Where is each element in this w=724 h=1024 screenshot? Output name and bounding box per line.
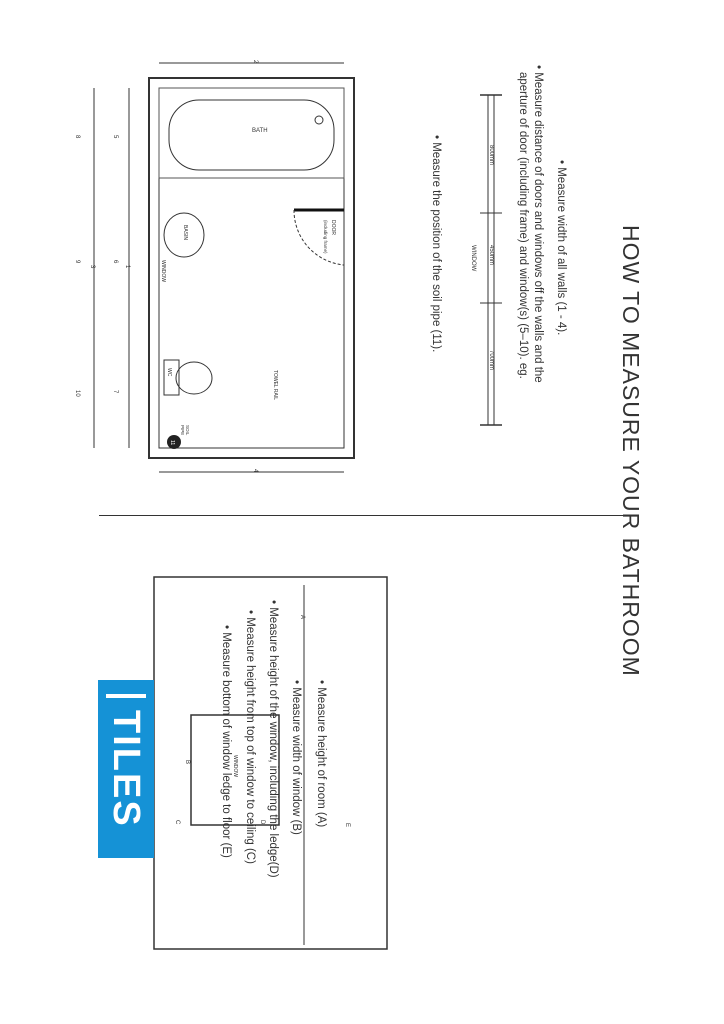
dim-a-label: A — [299, 615, 305, 620]
dim-11-label: 11 — [169, 440, 175, 446]
soil-label: SOIL — [185, 425, 190, 436]
instruction-room-height: • Measure height of room (A) — [315, 680, 327, 828]
door-swing — [294, 210, 344, 265]
wc-pan — [176, 362, 212, 394]
pipe-label: PIPE — [180, 425, 185, 436]
instruction-window-height: • Measure height of the window, including the ledge(D) — [267, 600, 279, 878]
example-dim-mid: 450mm — [488, 245, 494, 266]
dim-4-label: 4 — [252, 469, 258, 473]
wc-cistern — [164, 360, 179, 395]
towel-rail-label: TOWEL RAIL — [272, 370, 278, 401]
instruction-doors-2: aperture of door (including frame) and window(s) (5–10). eg. — [517, 72, 529, 379]
page-title: HOW TO MEASURE YOUR BATHROOM — [618, 225, 644, 677]
bath-plug — [315, 116, 323, 124]
door-note: (including frame) — [323, 220, 328, 254]
section-divider — [99, 515, 624, 516]
room-outer-wall — [149, 78, 354, 458]
dim-5-label: 5 — [112, 135, 118, 139]
dim-8-label: 8 — [74, 135, 80, 139]
instruction-doors-1: • Measure distance of doors and windows off the walls and the — [532, 65, 544, 383]
dim-e-label: E — [344, 823, 350, 828]
dim-6-label: 6 — [112, 260, 118, 264]
dim-9-label: 9 — [74, 260, 80, 264]
tiles-badge — [98, 680, 154, 858]
example-window-label: WINDOW — [470, 245, 476, 272]
dim-c-label: C — [174, 820, 180, 825]
dim-7-label: 7 — [112, 390, 118, 394]
window-label: WINDOW — [160, 260, 166, 282]
wc-label: WC — [166, 368, 172, 377]
instruction-window-floor: • Measure bottom of window ledge to floor (E) — [220, 625, 232, 858]
example-window-diagram — [464, 90, 504, 430]
instruction-window-width: • Measure width of window (B) — [290, 680, 302, 835]
dim-3-label: 3 — [89, 265, 95, 269]
instruction-window-ceiling: • Measure height from top of window to ceiling (C) — [244, 610, 256, 864]
instruction-walls: • Measure width of all walls (1 - 4). — [555, 160, 567, 336]
bath-tub — [169, 100, 334, 170]
basin-label: BASIN — [182, 225, 188, 241]
door-label: DOOR — [330, 220, 336, 235]
dim-10-label: 10 — [74, 390, 80, 397]
badge-accent-bar — [106, 694, 146, 698]
dim-2-label: 2 — [252, 60, 258, 64]
example-dim-left: 800mm — [488, 145, 494, 166]
bath-label: BATH — [252, 128, 268, 134]
floor-plan — [54, 60, 364, 480]
window-elevation-label: WINDOW — [232, 755, 238, 777]
dim-b-label: B — [184, 760, 190, 765]
dim-d-label: D — [259, 820, 265, 825]
instruction-soil-pipe: • Measure the position of the soil pipe (11). — [430, 135, 442, 353]
example-dim-right: 700mm — [488, 350, 494, 371]
dim-1-label: 1 — [124, 265, 130, 269]
room-inner-wall — [159, 88, 344, 448]
badge-label: TILES — [105, 710, 148, 828]
